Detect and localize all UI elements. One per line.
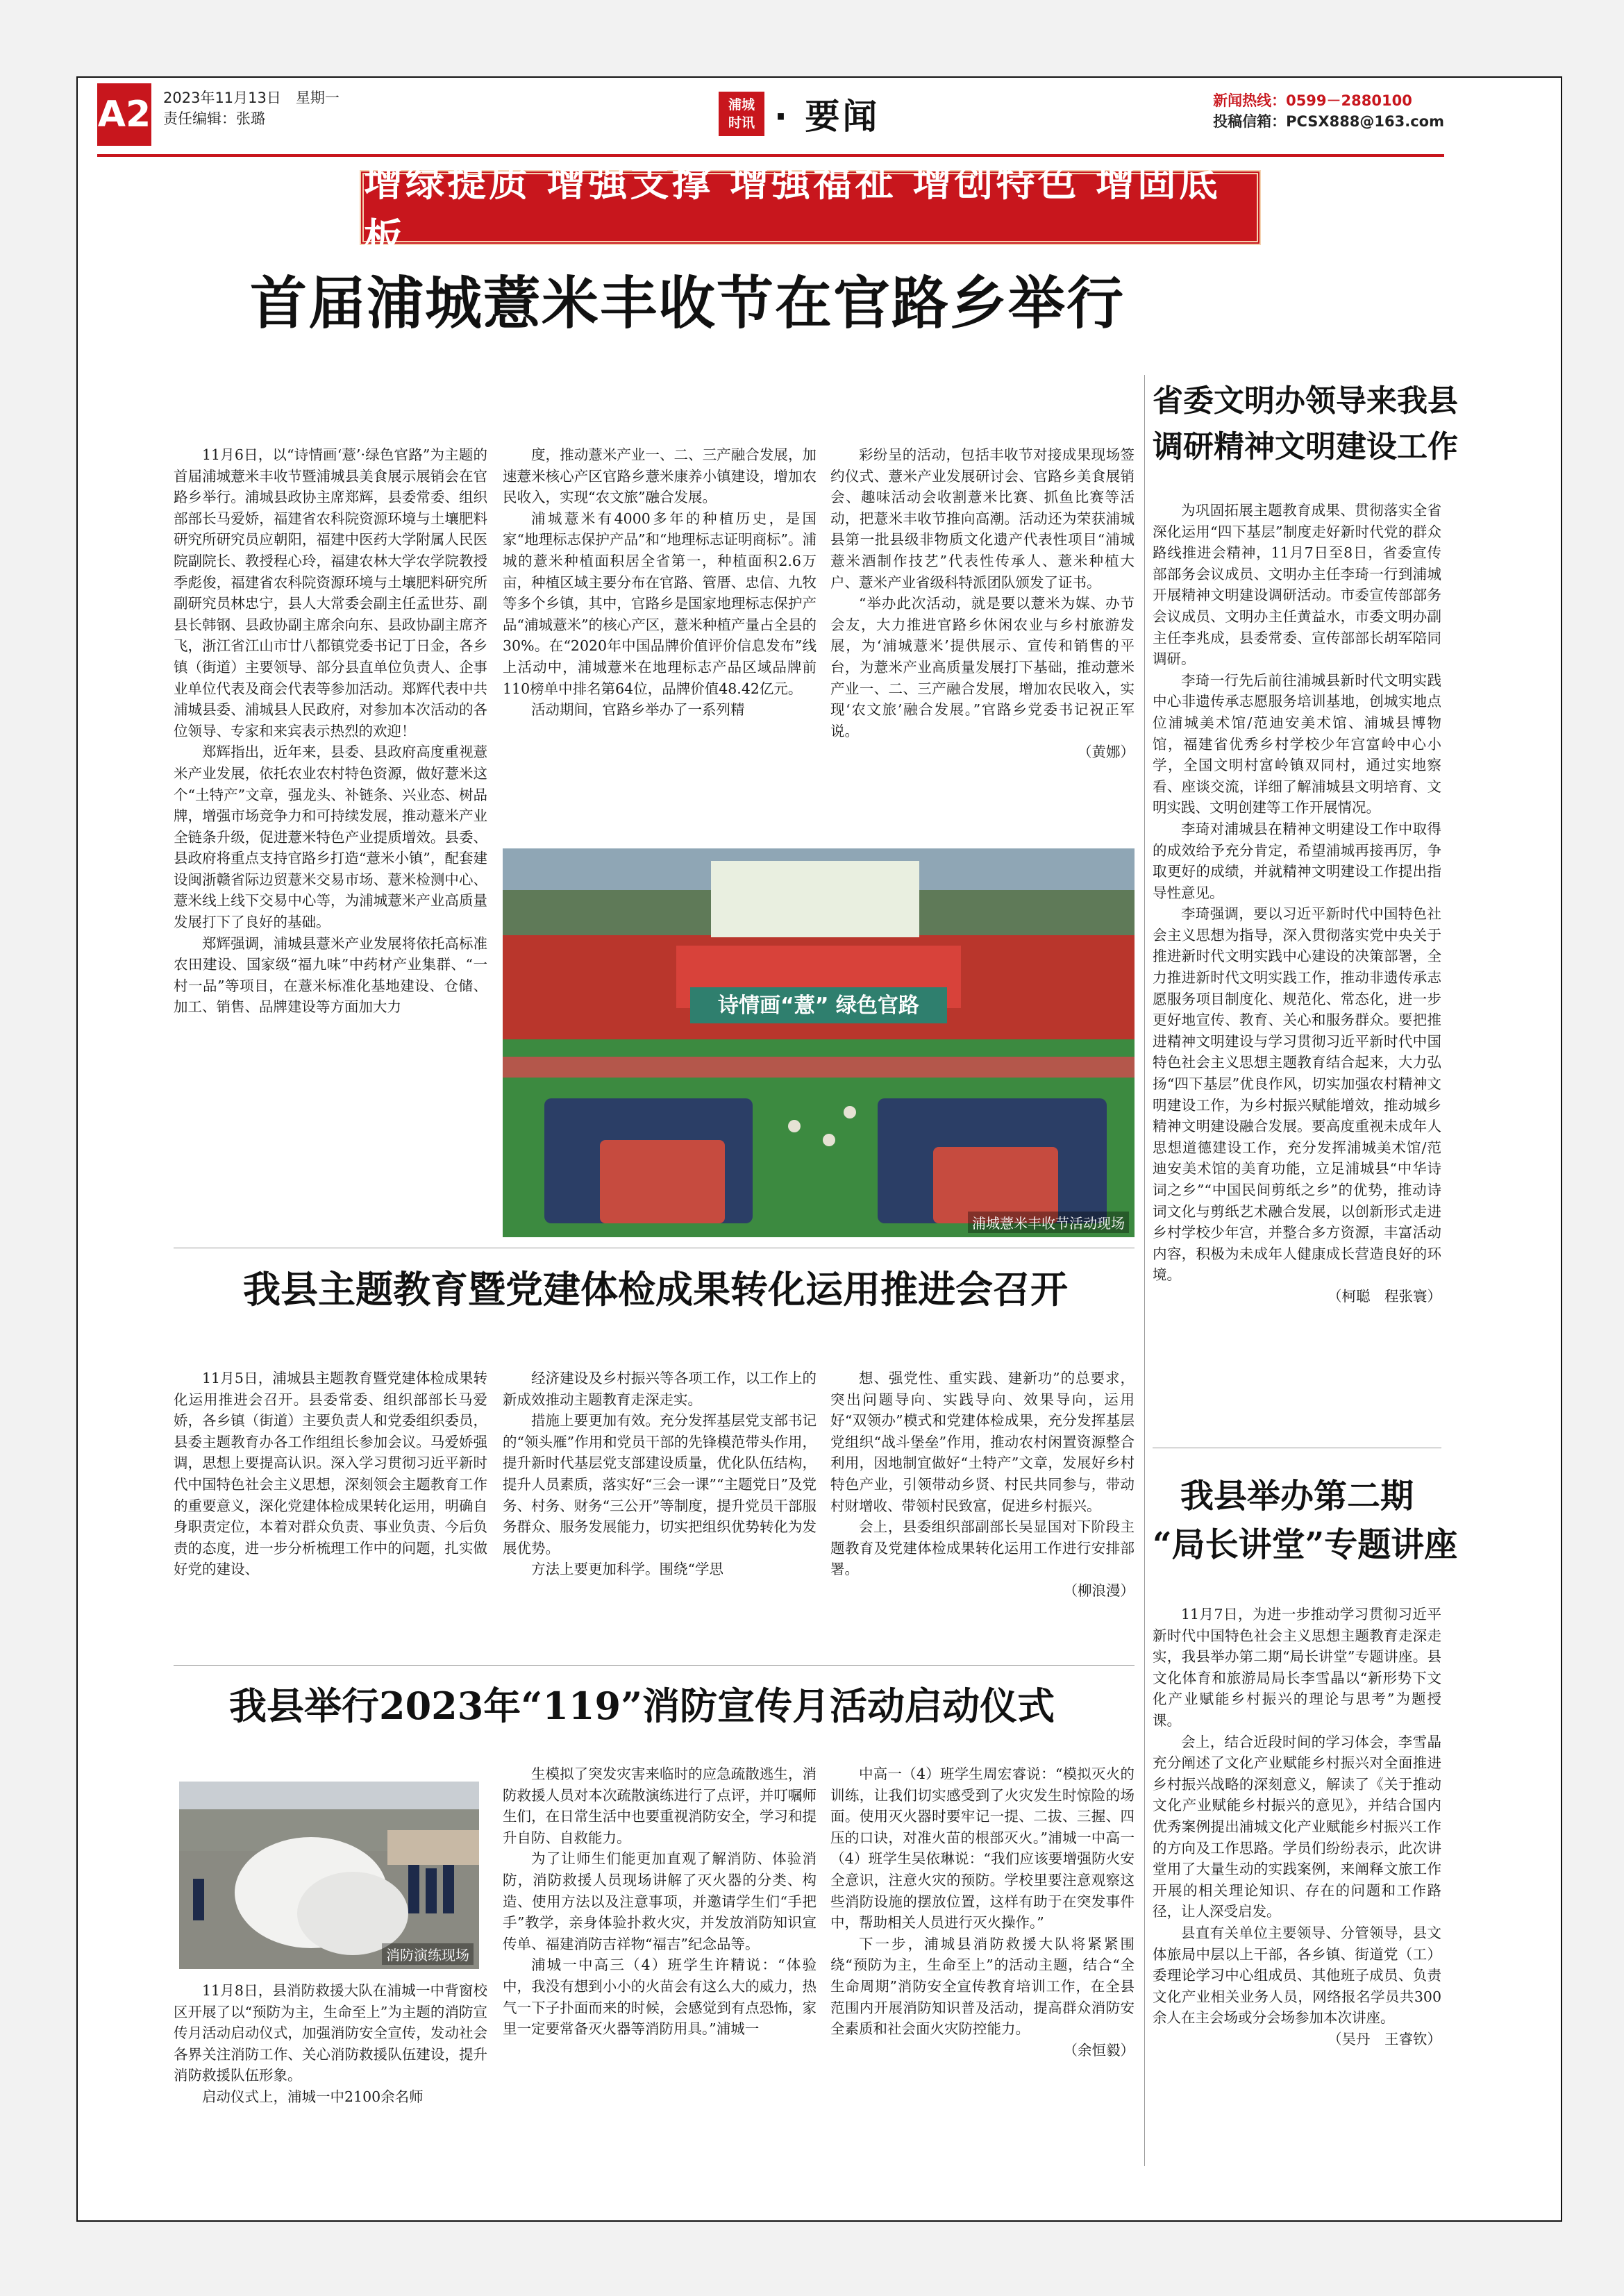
submission-email: 投稿信箱：PCSX888@163.com (1213, 113, 1444, 130)
article3-col2: 经济建设及乡村振兴等各项工作，以工作上的新成效推动主题教育走深走实。 措施上要更加有效。充分发挥基层党支部书记的“领头雁”作用和党员干部的先锋模范带头作用，提升新时代基层党支部建设质量，优化队伍结构，提升人员素质，落实好“三会一课”“主题党日”及党务、村务、财务“三公开”等制度，提升党员干部服务群众、服务发展能力，切实把组织优势转化为发展优势。 方法上要更加科学。围绕“学思 (503, 1370, 817, 1578)
article5-byline: （余恒毅） (1063, 2041, 1135, 2059)
issue-meta (163, 87, 340, 129)
article5-col2: 生模拟了突发灾害来临时的应急疏散逃生，消防救援人员对本次疏散演练进行了点评，并叮嘱师生们，在日常生活中也要重视消防安全，学习和提升自防、自救能力。 为了让师生们能更加直观了解消防、体验消防，消防救援人员现场讲解了灭火器的分类、构造、使用方法以及注意事项，并邀请学生们“手把手”教学，亲身体验扑救火灾，并发放消防知识宣传单、福建消防吉祥物“福吉”纪念品等。 浦城一中高三（4）班学生许精说：“体验中，我没有想到小小的火苗会有这么大的威力，热气一下子扑面而来的时候，会感觉到有点恐怖，家里一定要常备灭火器等消防用具。”浦城一 (503, 1766, 817, 2038)
editor-credit: 责任编辑：张璐 (163, 110, 265, 127)
article1-headline: 首届浦城薏米丰收节在官路乡举行 (250, 271, 1125, 337)
news-hotline: 新闻热线：0599－2880100 (1213, 92, 1412, 109)
article1-col3: 彩纷呈的活动，包括丰收节对接成果现场签约仪式、薏米产业发展研讨会、官路乡美食展销会、趣味活动会收割薏米比赛、抓鱼比赛等活动，把薏米丰收节推向高潮。活动还为荣获浦城县第一批县级非物质文化遗产代表性项目“浦城薏米酒制作技艺”代表性传承人、薏米种植大户、薏米产业省级科特派团队颁发了证书。 “举办此次活动，就是要以薏米为媒、办节会友，大力推进官路乡休闲农业与乡村旅游发展，为‘浦城薏米’提供展示、宣传和销售的平台，为薏米产业高质量发展打下基础，推动薏米产业一、二、三产融合发展，增加农民收入，实现‘农文旅’融合发展。”官路乡党委书记祝正军说。 （黄娜） (830, 444, 1135, 763)
article5-col3: 中高一（4）班学生周宏睿说：“模拟灭火的训练，让我们切实感受到了火灾发生时惊险的场面。使用灭火器时要牢记一提、二拔、三握、四压的口诀，对准火苗的根部灭火。”浦城一中高一（4）班学生吴依琳说：“我们应该要增强防火安全意识，注意火灾的预防。学校里要注意观察这些消防设施的摆放位置，这样有助于在突发事件中，帮助相关人员进行灭火操作。” 下一步，浦城县消防救援大队将紧紧围绕“预防为主，生命至上”的活动主题，结合“全生命周期”消防安全宣传教育培训工作，在全县范围内开展消防知识普及活动，提高群众消防安全素质和社会面火灾防控能力。 （余恒毅） (830, 1763, 1135, 2061)
page-number-badge: A2 (97, 83, 151, 146)
fire-drill-illustration (179, 1782, 479, 1969)
article5-headline: 我县举行2023年“119”消防宣传月活动启动仪式 (229, 1684, 1055, 1728)
article3-col3: 想、强党性、重实践、建新功”的总要求，突出问题导向、实践导向、效果导向，运用好“双领办”模式和党建体检成果，充分发挥基层党组织“战斗堡垒”作用，推动农村闲置资源整合利用，因地制宜做好“土特产”文章，发展好乡村特色产业，引领带动乡贤、村民共同参与，带动村财增收、带领村民致富，促进乡村振兴。 会上，县委组织部副部长吴显国对下阶段主题教育及党建体检成果转化运用工作进行安排部署。 （柳浪漫） (830, 1368, 1135, 1602)
issue-date: 2023年11月13日 星期一 (163, 90, 340, 106)
article2-body: 为巩固拓展主题教育成果、贯彻落实全省深化运用“四下基层”制度走好新时代党的群众路线推进会精神，11月7日至8日，省委宣传部部务会议成员、文明办主任李琦一行到浦城开展精神文明建设调研活动。市委宣传部部务会议成员、文明办主任黄益水，市委文明办副主任李兆成，县委常委、宣传部部长胡军陪同调研。 李琦一行先后前往浦城县新时代文明实践中心非遗传承志愿服务培训基地，创城实地点位浦城美术馆/范迪安美术馆、浦城县博物馆，福建省优秀乡村学校少年宫富岭中心小学，全国文明村富岭镇双同村，通过实地察看、座谈交流，详细了解浦城县文明培育、文明实践、文明创建等工作开展情况。 李琦对浦城县在精神文明建设工作中取得的成效给予充分肯定，希望浦城再接再厉，争取更好的成绩，并就精神文明建设工作提出指导性意见。 李琦强调，要以习近平新时代中国特色社会主义思想为指导，深入贯彻落实党中央关于推进新时代文明实践中心建设的决策部署，全力推进新时代文明实践工作，推动非遗传承志愿服务项目制度化、规范化、常态化，进一步更好地宣传、教育、关心和服务群众。要把推进精神文明建设与学习贯彻习近平新时代中国特色社会主义思想主题教育结合起来，大力弘扬“四下基层”优良作风，切实加强农村精神文明建设工作，为乡村振兴赋能增效，推动城乡精神文明建设融合发展。要高度重视未成年人思想道德建设工作，充分发挥浦城美术馆/范迪安美术馆的美育功能，立足浦城县“中华诗词之乡”“中国民间剪纸之乡”的优势，推动诗词文化与剪纸艺术融合发展，以创新形式走进乡村学校少年宫，并整合多方资源，丰富活动内容，积极为未成年人健康成长营造良好的环境。 （柯聪 程张寰） (1153, 500, 1441, 1307)
fire-drill-caption: 消防演练现场 (382, 1943, 474, 1965)
contact-info (1213, 90, 1444, 132)
article4-byline: （吴丹 王睿钦） (1328, 2030, 1441, 2047)
harvest-photo-caption: 浦城薏米丰收节活动现场 (968, 1212, 1129, 1233)
article3-byline: （柳浪漫） (1063, 1582, 1135, 1599)
article3-headline: 我县主题教育暨党建体检成果转化运用推进会召开 (243, 1267, 1068, 1312)
article2-byline: （柯聪 程张寰） (1328, 1287, 1441, 1305)
section-divider-2 (174, 1665, 1135, 1666)
article4-body: 11月7日，为进一步推动学习贯彻习近平新时代中国特色社会主义思想主题教育走深走实，我县举办第二期“局长讲堂”专题讲座。县文化体育和旅游局局长李雪晶以“新形势下文化产业赋能乡村振兴的理论与思考”为题授课。 会上，结合近段时间的学习体会，李雪晶充分阐述了文化产业赋能乡村振兴对全面推进乡村振兴战略的深刻意义，解读了《关于推动文化产业赋能乡村振兴的意见》，并结合国内优秀案例提出浦城文化产业赋能乡村振兴工作的方向及工作思路。学员们纷纷表示，此次讲堂用了大量生动的实践案例，来阐释文旅工作开展的相关理论知识、存在的问题和工作路径，让人深受启发。 县直有关单位主要领导、分管领导，县文体旅局中层以上干部，各乡镇、街道党（工）委理论学习中心组成员、其他班子成员、负责文化产业相关业务人员，网络报名学员共300余人在主会场或分会场参加本次讲座。 （吴丹 王睿钦） (1153, 1604, 1441, 2050)
page-header (97, 83, 1444, 153)
article5-col1: 11月8日，县消防救援大队在浦城一中背窗校区开展了以“预防为主，生命至上”为主题的消防宣传月活动启动仪式，加强消防安全宣传，发动社会各界关注消防工作、关心消防救援队伍建设，提升消防救援队伍形象。 启动仪式上，浦城一中2100余名师 (174, 1982, 487, 2105)
article1-col2: 度，推动薏米产业一、二、三产融合发展，加速薏米核心产区官路乡薏米康养小镇建设，增加农民收入，实现“农文旅”融合发展。 浦城薏米有4000多年的种植历史，是国家“地理标志保护产品”和“地理标志证明商标”。浦城的薏米种植面积居全省第一，种植面积2.6万亩，种植区域主要分布在官路、管厝、忠信、九牧等多个乡镇，其中，官路乡是国家地理标志保护产品“浦城薏米”的核心产区，薏米种植产量占全县的30%。在“2020年中国品牌价值评价信息发布”线上活动中，浦城薏米在地理标志产品区域品牌前110榜单中排名第64位，品牌价值48.42亿元。 活动期间，官路乡举办了一系列精 (503, 446, 817, 719)
article4-headline: 我县举办第二期 “局长讲堂”专题讲座 (1153, 1477, 1458, 1564)
article1-col1: 11月6日，以“诗情画‘薏’·绿色官路”为主题的首届浦城薏米丰收节暨浦城县美食展示展销会在官路乡举行。浦城县政协主席郑辉，县委常委、组织部部长马爱娇，福建省农科院资源环境与土壤肥料研究所研究员应朝阳，福建中医药大学附属人民医院副院长、教授程心玲，福建农林大学农学院教授季彪俊，福建省农科院资源环境与土壤肥料研究所副研究员林忠宁，县人大常委会副主任孟世芬、副县长韩钢、县政协副主席余向东、县政协副主席齐飞，浙江省江山市廿八都镇党委书记丁日金，各乡镇（街道）主要领导、部分县直单位负责人、企事业单位代表及商会代表等参加活动。郑辉代表中共浦城县委、浦城县人民政府，对参加本次活动的各位领导、专家和来宾表示热烈的欢迎！ 郑辉指出，近年来，县委、县政府高度重视薏米产业发展，依托农业农村特色资源，做好薏米这个“土特产”文章，强龙头、补链条、兴业态、树品牌，增强市场竞争力和可持续发展，推动薏米产业全链条升级，促进薏米特色产业提质增效。县委、县政府将重点支持官路乡打造“薏米小镇”，配套建设闽浙赣省际边贸薏米交易市场、薏米检测中心、薏米线上线下交易中心等，为浦城薏米产业高质量发展打下了良好的基础。 郑辉强调，浦城县薏米产业发展将依托高标准农田建设、国家级“福九味”中药材产业集群、“一村一品”等项目，在薏米标准化基地建设、仓储、加工、销售、品牌建设等方面加大力 (174, 446, 487, 1016)
fire-drill-photo (179, 1782, 479, 1969)
masthead-logo: 浦城 时讯 (719, 92, 764, 136)
column-divider (1144, 375, 1145, 2166)
harvest-festival-photo (503, 848, 1135, 1237)
slogan-banner: 增绿提质 增强支撑 增强福祉 增创特色 增固底板 (360, 170, 1261, 245)
article1-byline: （黄娜） (1078, 744, 1135, 761)
harvest-festival-illustration (503, 848, 1135, 1237)
svg-text:诗情画“薏” 绿色官路: 诗情画“薏” 绿色官路 (718, 994, 919, 1018)
article2-headline: 省委文明办领导来我县 调研精神文明建设工作 (1153, 383, 1458, 464)
section-title: · 要闻 (774, 97, 880, 137)
article3-col1: 11月5日，浦城县主题教育暨党建体检成果转化运用推进会召开。县委常委、组织部部长马爱娇，各乡镇（街道）主要负责人和党委组织委员，县委主题教育办各工作组组长参加会议。马爱娇强调，思想上要提高认识。深入学习贯彻习近平新时代中国特色社会主义思想，深刻领会主题教育工作的重要意义，深化党建体检成果转化运用，明确自身职责定位，本着对群众负责、事业负责、今后负责的态度，进一步分析梳理工作中的问题，扎实做好党的建设、 (174, 1370, 487, 1578)
